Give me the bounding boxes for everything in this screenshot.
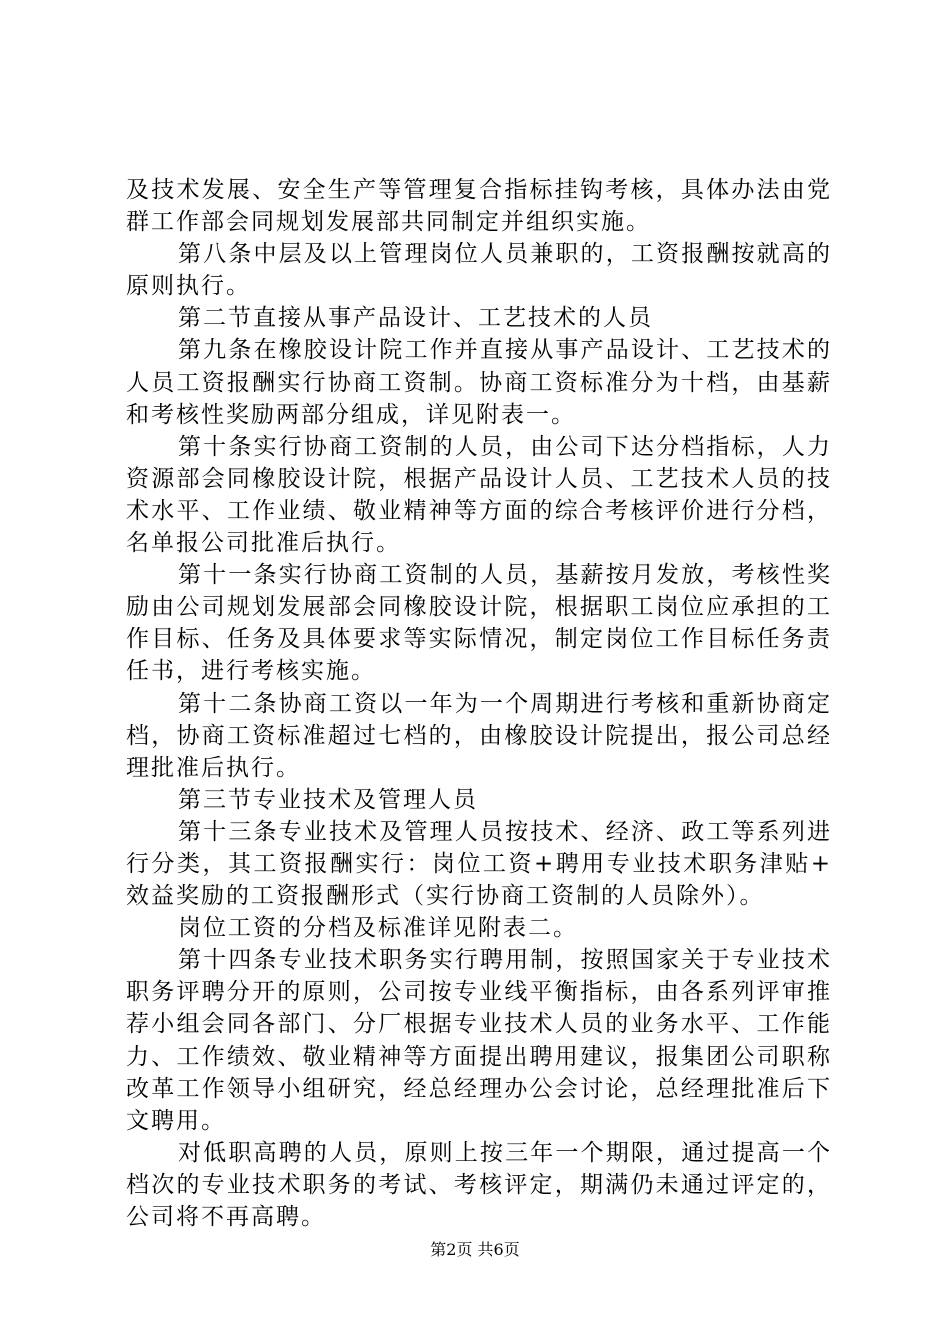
paragraph-post-salary: 岗位工资的分档及标准详见附表二。 (178, 915, 578, 942)
paragraph-article-10: 第十条实行协商工资制的人员，由公司下达分档指标，人力资源部会同橡胶设计院，根据产品设计人员、工艺技术人员的技术水平、工作业绩、敬业精神等方面的综合考核评价进行分档，名单报公司批准后执行。 (126, 433, 832, 557)
page-number-footer: 第2页 共6页 (430, 1240, 520, 1259)
paragraph-article-11: 第十一条实行协商工资制的人员，基薪按月发放，考核性奖励由公司规划发展部会同橡胶设计院，根据职工岗位应承担的工作目标、任务及具体要求等实际情况，制定岗位工作目标任务责任书，进行考核实施。 (126, 562, 832, 685)
paragraph-promotion-rule: 对低职高聘的人员，原则上按三年一个期限，通过提高一个档次的专业技术职务的考试、考核评定，期满仍未通过评定的，公司将不再高聘。 (126, 1139, 832, 1230)
paragraph-article-14: 第十四条专业技术职务实行聘用制，按照国家关于专业技术职务评聘分开的原则，公司按专业线平衡指标，由各系列评审推荐小组会同各部门、分厂根据专业技术人员的业务水平、工作能力、工作绩效、敬业精神等方面提出聘用建议，报集团公司职称改革工作领导小组研究，经总经理办公会讨论，总经理批准后下文聘用。 (126, 947, 832, 1134)
paragraph-article-9: 第九条在橡胶设计院工作并直接从事产品设计、工艺技术的人员工资报酬实行协商工资制。协商工资标准分为十档，由基薪和考核性奖励两部分组成，详见附表一。 (126, 337, 832, 428)
section-heading-2: 第二节直接从事产品设计、工艺技术的人员 (178, 305, 653, 332)
document-body (126, 174, 832, 1233)
section-heading-3: 第三节专业技术及管理人员 (178, 786, 478, 813)
paragraph-article-13: 第十三条专业技术及管理人员按技术、经济、政工等系列进行分类，其工资报酬实行：岗位工资+聘用专业技术职务津贴+效益奖励的工资报酬形式（实行协商工资制的人员除外）。 (126, 818, 832, 910)
paragraph-continuation: 及技术发展、安全生产等管理复合指标挂钩考核，具体办法由党群工作部会同规划发展部共同制定并组织实施。 (126, 177, 832, 236)
paragraph-article-12: 第十二条协商工资以一年为一个周期进行考核和重新协商定档，协商工资标准超过七档的，由橡胶设计院提出，报公司总经理批准后执行。 (126, 690, 832, 781)
paragraph-article-8: 第八条中层及以上管理岗位人员兼职的，工资报酬按就高的原则执行。 (126, 241, 832, 300)
